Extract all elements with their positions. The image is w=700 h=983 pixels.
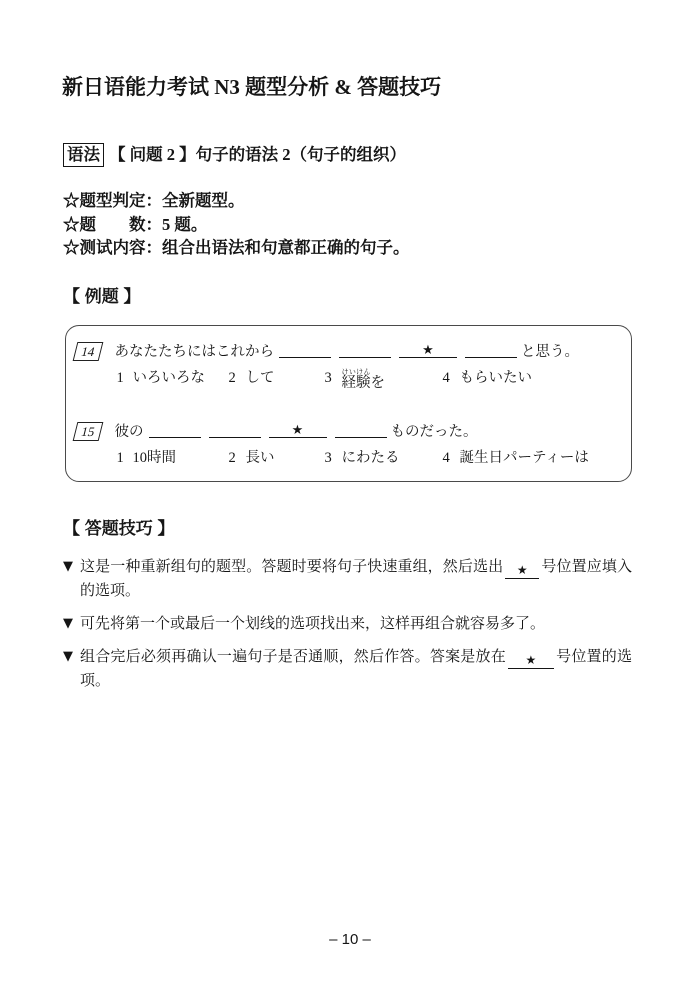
example-box (65, 325, 632, 482)
star-blank (508, 653, 554, 669)
fact-type: ☆题型判定：全新题型。 (63, 191, 245, 210)
section-heading-line (63, 143, 406, 167)
triangle-down-icon: ▼ (63, 616, 73, 631)
section-heading: 【 问题 2 】句子的语法 2（句子的组织） (109, 145, 406, 164)
star-icon: ★ (422, 342, 434, 358)
question-ending: ものだった。 (390, 423, 478, 440)
option-suffix: を (370, 374, 385, 391)
page-title: 新日语能力考试 N3 题型分析 & 答题技巧 (62, 75, 442, 99)
furigana-ruby (341, 367, 371, 391)
option-text: にわたる (341, 449, 400, 466)
option-text (342, 368, 386, 393)
answer-blank (335, 424, 387, 438)
option-text: 誕生日パーティーは (459, 449, 589, 466)
tip-item (63, 645, 632, 693)
option-number: 2 (228, 369, 236, 386)
star-icon: ★ (525, 653, 537, 667)
triangle-down-icon: ▼ (63, 559, 73, 574)
option-number: 3 (324, 369, 332, 386)
question-ending: と思う。 (521, 343, 579, 360)
option-number: 4 (442, 449, 450, 466)
option-number: 1 (116, 369, 124, 386)
tip-text: 号位置应填入的选项。 (80, 559, 632, 599)
tip-text: 组合完后必须再确认一遍句子是否通顺，然后作答。答案是放在 (80, 649, 506, 665)
page-number: – 10 – (329, 931, 371, 948)
option-row (66, 448, 631, 468)
answer-blank (149, 424, 201, 438)
star-blank (269, 424, 327, 438)
furigana: けいけん (341, 367, 371, 376)
answer-blank (339, 344, 391, 358)
fact-count: ☆题 数：5 题。 (63, 214, 208, 234)
star-blank (399, 344, 457, 358)
option-kanji: 経験 (341, 374, 371, 391)
option-text: いろいろな (132, 369, 205, 386)
question-facts (63, 189, 410, 260)
tips-list (63, 555, 632, 702)
question-row (75, 422, 478, 442)
option-number: 1 (116, 449, 124, 466)
option-row (66, 367, 631, 391)
tip-item (63, 555, 632, 603)
option-text: 10時間 (132, 449, 176, 466)
option-text: もらいたい (459, 369, 532, 386)
tips-heading: 【 答题技巧 】 (63, 519, 175, 538)
example-heading: 【 例题 】 (63, 287, 141, 306)
question-stem: あなたたちにはこれから (114, 343, 274, 360)
tip-text: 号位置的选项。 (80, 649, 632, 689)
question-stem: 彼の (114, 423, 144, 440)
star-icon: ★ (291, 422, 304, 438)
question-number: 15 (72, 422, 103, 441)
option-text: して (245, 369, 275, 386)
triangle-down-icon: ▼ (63, 649, 73, 664)
answer-blank (465, 344, 517, 358)
tip-text: 可先将第一个或最后一个划线的选项找出来，这样再组合就容易多了。 (80, 616, 546, 632)
answer-blank (209, 424, 261, 438)
question-number: 14 (72, 342, 103, 361)
star-blank (505, 563, 539, 579)
star-icon: ★ (516, 563, 528, 577)
option-number: 2 (228, 449, 236, 466)
option-number: 3 (324, 449, 332, 466)
answer-blank (279, 344, 331, 358)
fact-content: ☆测试内容：组合出语法和句意都正确的句子。 (63, 238, 410, 257)
tip-item (63, 612, 632, 636)
section-tag: 语法 (63, 143, 104, 167)
tip-text: 这是一种重新组句的题型。答题时要将句子快速重组，然后选出 (80, 559, 504, 575)
question-row (75, 342, 580, 362)
option-text: 長い (245, 449, 275, 466)
option-number: 4 (442, 369, 450, 386)
